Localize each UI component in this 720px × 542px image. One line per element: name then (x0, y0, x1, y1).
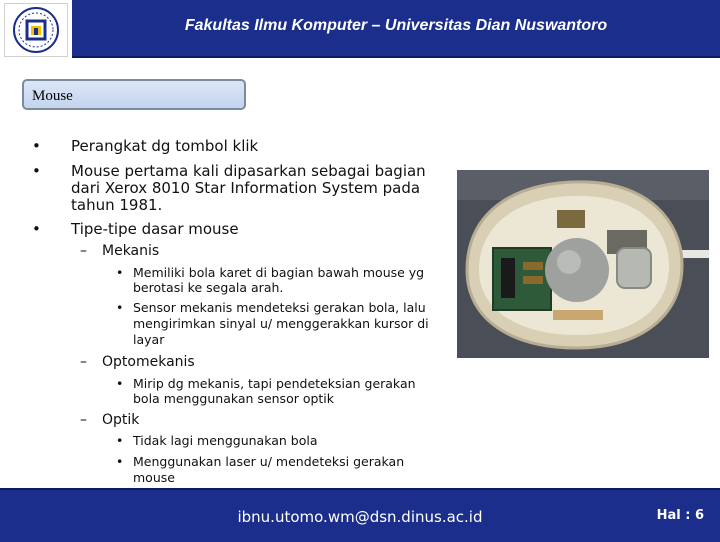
sub-bullet-text: Mekanis (102, 243, 160, 259)
detail-text: bola menggunakan sensor optik (133, 391, 335, 406)
bullet-text: Tipe-tipe dasar mouse (71, 220, 239, 238)
sub-bullet-text: Optik (102, 412, 140, 428)
detail-text: Menggunakan laser u/ mendeteksi gerakan (133, 454, 405, 469)
bullet-text: Perangkat dg tombol klik (71, 137, 259, 155)
detail-text: Memiliki bola karet di bagian bawah mouse yg (133, 265, 425, 280)
detail-text: Mirip dg mekanis, tapi pendeteksian gerakan (133, 376, 416, 391)
mouse-internals-photo (457, 170, 709, 358)
detail-text: mengirimkan sinyal u/ menggerakkan kursor di (133, 316, 429, 331)
bullet-text: tahun 1981. (71, 196, 163, 214)
sub-bullet-icon: – (80, 354, 87, 370)
bullet-icon: • (32, 162, 41, 180)
bullet-icon: • (116, 454, 124, 469)
page-title: Fakultas Ilmu Komputer – Universitas Dian Nuswantoro (184, 17, 608, 34)
sub-bullet-icon: – (80, 243, 87, 259)
bullet-icon: • (32, 220, 41, 238)
detail-text: Sensor mekanis mendeteksi gerakan bola, lalu (133, 300, 426, 315)
section-title: Mouse (32, 88, 73, 104)
bullet-icon: • (116, 265, 124, 280)
sub-bullet-icon: – (80, 412, 87, 428)
detail-text: mouse (133, 470, 175, 485)
bullet-text: dari Xerox 8010 Star Information System pada (71, 179, 421, 197)
sub-bullet-text: Optomekanis (102, 354, 195, 370)
detail-text: layar (133, 332, 165, 347)
page-number: Hal : 6 (656, 508, 704, 523)
bullet-icon: • (116, 433, 124, 448)
bullet-text: Mouse pertama kali dipasarkan sebagai bagian (71, 162, 426, 180)
bullet-icon: • (116, 300, 124, 315)
footer-email: ibnu.utomo.wm@dsn.dinus.ac.id (237, 508, 483, 526)
bullet-icon: • (32, 137, 41, 155)
bullet-icon: • (116, 376, 124, 391)
footer-bar (0, 488, 720, 542)
detail-text: Tidak lagi menggunakan bola (133, 433, 318, 448)
detail-text: berotasi ke segala arah. (133, 280, 284, 295)
